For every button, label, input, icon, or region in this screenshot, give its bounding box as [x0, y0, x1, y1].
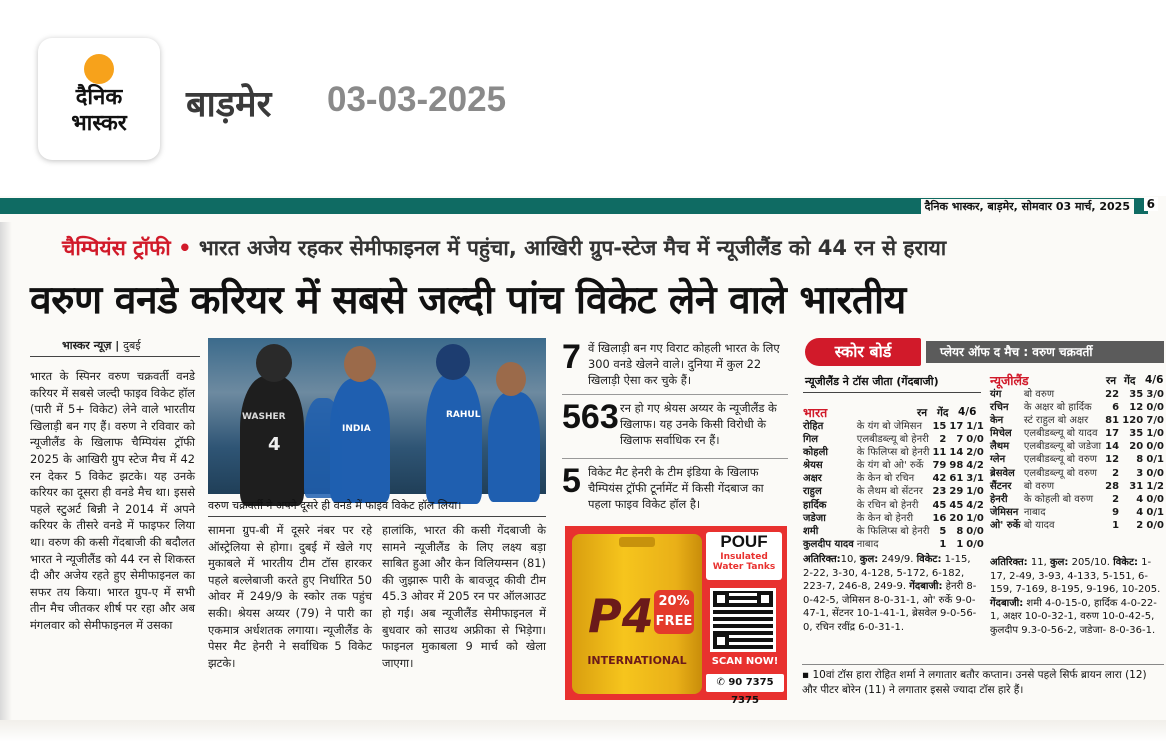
batter-name: मिचेल: [990, 428, 1012, 440]
runs: 9: [1112, 506, 1120, 518]
runs: 11: [932, 447, 947, 459]
boundaries: 3/1: [966, 473, 984, 485]
balls: 3: [1136, 467, 1144, 479]
article-column-2: सामना ग्रुप-बी में दूसरे नंबर पर रहे ऑस्ट्रेलिया से होगा। दुबई में खेले गए मुकाबले में भारतीय टीम टॉस हारकर पहले बल्लेबाजी करते हुए निर्धारित 50 ओवर में 249/9 के स्कोर तक पहुंच सकी। श्रेयस अय्यर (79) ने पारी का एकमात्र अर्धशतक लगाया। न्यूजीलैंड के पेसर मैट हेनरी ने सर्वाधिक 5 विकेट झटके।: [208, 523, 372, 670]
boundaries: 1/0: [966, 486, 984, 498]
pouf-brand: POUF: [720, 532, 768, 551]
boundaries: 1/2: [1146, 480, 1164, 492]
boundaries: 0/0: [1146, 441, 1164, 453]
page-fold-shadow: [0, 222, 12, 732]
discount-percent: 20%: [658, 594, 690, 609]
balls: 7: [956, 434, 964, 446]
fow-label: विकेट:: [916, 554, 942, 565]
balls: 35: [1129, 428, 1144, 440]
dismissal: के अक्षर बो हार्दिक: [1023, 402, 1092, 414]
balls: 98: [949, 460, 964, 472]
phone-icon: ✆: [716, 677, 729, 688]
table-row: [990, 519, 1164, 532]
discount-free: FREE: [655, 614, 693, 629]
qr-finder: [713, 591, 729, 607]
boundaries: 0/1: [1146, 454, 1164, 466]
table-row: [803, 446, 984, 459]
water-tank-advertisement[interactable]: [565, 526, 787, 706]
nz-extras: [990, 556, 1164, 638]
batter-name: लैथम: [990, 441, 1010, 453]
boundaries: 0/0: [1146, 402, 1164, 414]
table-row: [803, 538, 984, 551]
dismissal: एलबीडब्ल्यू बो यादव: [1023, 428, 1098, 440]
batter-name: यंग: [990, 389, 1002, 400]
runs: 1: [1112, 519, 1120, 531]
fow-value: 1-17, 2-49, 3-93, 4-133, 5-151, 6-159, 7-169, 8-195, 9-196, 10-205.: [990, 557, 1161, 596]
scan-now-label: SCAN NOW!: [711, 656, 779, 667]
masthead-dateline: दैनिक भास्कर, बाड़मेर, सोमवार 03 मार्च, 2025: [921, 199, 1134, 214]
balls: 20: [1129, 441, 1144, 453]
runs: 22: [1105, 389, 1120, 400]
runs: 2: [939, 434, 947, 446]
boundaries: 0/0: [966, 538, 984, 550]
dismissal: के केन बो रचिन: [856, 473, 915, 485]
table-row: [990, 467, 1164, 480]
headline: वरुण वनडे करियर में सबसे जल्दी पांच विकेट लेने वाले भारतीय: [30, 278, 906, 323]
boundaries: 3/0: [1146, 389, 1164, 400]
toss-rule: [803, 392, 981, 393]
boundaries: 1/0: [1146, 428, 1164, 440]
boundaries: 0/1: [1146, 506, 1164, 518]
dismissal: के फिलिप्स बो हेनरी: [856, 525, 930, 537]
cap-icon: [436, 344, 470, 380]
runs: 79: [932, 460, 947, 472]
page-number: 6: [1144, 197, 1158, 211]
boundaries: 7/0: [1146, 415, 1164, 427]
runs: 1: [939, 538, 947, 550]
dismissal: के रचिन बो हेनरी: [856, 499, 919, 511]
table-row: [990, 453, 1164, 466]
stat-text: विकेट मैट हेनरी के टीम इंडिया के खिलाफ चैम्पियंस ट्रॉफी टूर्नामेंट में किसी गेंदबाज का पहला फाइव विकेट हॉल है।: [588, 465, 764, 511]
balls: 12: [1129, 402, 1144, 414]
table-row: [803, 525, 984, 538]
balls: 14: [949, 447, 964, 459]
kicker-topic: चैम्पियंस ट्रॉफी: [62, 236, 171, 260]
batter-name: केन: [990, 415, 1004, 427]
table-row: [803, 485, 984, 498]
runs: 28: [1105, 480, 1120, 492]
discount-badge: [654, 590, 694, 634]
dismissal: के यंग बो जेमिसन: [856, 421, 923, 432]
runs: 81: [1105, 415, 1120, 427]
kicker-subhead: भारत अजेय रहकर सेमीफाइनल में पहुंचा, आखिरी ग्रुप-स्टेज मैच में न्यूजीलैंड को 44 रन से हराया: [198, 236, 947, 260]
stat-item: [562, 464, 788, 516]
fow-label: विकेट:: [1113, 557, 1138, 568]
jersey-text: INDIA: [342, 424, 371, 434]
kiwi-player-name: WASHER: [242, 412, 286, 422]
table-row: [990, 427, 1164, 440]
balls: 120: [1122, 415, 1144, 427]
batter-name: शमी: [803, 525, 819, 537]
dismissal: बो वरुण: [1023, 389, 1055, 400]
player-of-match: प्लेयर ऑफ द मैच : वरुण चक्रवर्ती: [926, 341, 1164, 363]
table-row: [990, 401, 1164, 414]
byline-rule: [30, 356, 200, 357]
runs: 23: [932, 486, 947, 498]
match-photo: [208, 338, 546, 494]
nz-team-label: न्यूजीलैंड: [990, 373, 1029, 388]
qr-code-icon[interactable]: [710, 588, 776, 652]
dismissal: के लैथम बो सेंटनर: [856, 486, 923, 498]
stat-text: रन हो गए श्रेयस अय्यर के न्यूजीलैंड के खिलाफ। यह उनके किसी विरोधी के खिलाफ सर्वाधिक रन हैं।: [620, 401, 777, 447]
table-row: [990, 480, 1164, 493]
teammate-head: [496, 362, 526, 396]
batter-name: रोहित: [803, 421, 824, 432]
phone-number: 90 7375 7375: [728, 677, 774, 706]
qr-finder: [713, 633, 729, 649]
kicker: [62, 234, 946, 262]
dismissal: के कोहली बो वरुण: [1023, 493, 1094, 505]
stat-item: [562, 340, 788, 392]
runs: 42: [932, 473, 947, 485]
boundaries: 1/0: [966, 512, 984, 524]
runs: 12: [1105, 454, 1120, 466]
dismissal: एलबीडब्ल्यू बो जडेजा: [1023, 441, 1102, 453]
batter-name: जडेजा: [803, 512, 826, 524]
toss-result: न्यूजीलैंड ने टॉस जीता (गेंदबाजी): [805, 375, 939, 388]
table-row: [803, 472, 984, 485]
india-batting-table: [803, 420, 984, 551]
india-team-label: भारत: [803, 405, 828, 420]
batter-name: हार्दिक: [803, 499, 827, 511]
table-row: [803, 499, 984, 512]
balls: 45: [949, 499, 964, 511]
total-value: 205/10.: [1068, 557, 1114, 568]
boundaries: 0/0: [966, 525, 984, 537]
bowling-label: गेंदबाजी:: [990, 597, 1024, 609]
batter-name: ओ' रुर्के: [990, 519, 1021, 531]
kiwi-player-number: 4: [268, 434, 281, 455]
dismissal: नाबाद: [856, 538, 879, 550]
balls: 31: [1129, 480, 1144, 492]
batter-name: गिल: [803, 434, 818, 446]
stat-divider: [562, 458, 788, 459]
brand-tag: INTERNATIONAL: [587, 654, 687, 667]
boundaries: 1/1: [966, 421, 984, 432]
toss-stat-note: ▪ 10वां टॉस हारा रोहित शर्मा ने लगातार बतौर कप्तान। उनसे पहले सिर्फ ब्रायन लारा (12) और पीटर बोरेन (11) ने लगातार इससे ज्यादा टॉस हारे हैं।: [802, 669, 1147, 696]
bowling-value: हेनरी 8-0-42-5, जेमिसन 8-0-31-1, ओ' रुर्के 9-0-47-1, सेंटनर 10-1-41-1, ब्रेसवेल 9-0-56-0, रचिन रवींद्र 6-0-31-1.: [803, 581, 977, 633]
total-label: कुल:: [1049, 557, 1069, 568]
table-row: [990, 506, 1164, 519]
batter-name: अक्षर: [803, 473, 822, 485]
batter-name: जेमिसन: [990, 506, 1019, 518]
batter-name: सैंटनर: [990, 480, 1012, 492]
fow-value: 1-15, 2-22, 3-30, 4-128, 5-172, 6-182, 223-7, 246-8, 249-9.: [803, 554, 971, 593]
runs-header: रन: [917, 407, 928, 419]
total-label: कुल:: [859, 554, 879, 565]
balls: 20: [949, 512, 964, 524]
runs-header: रन: [1106, 375, 1117, 387]
byline: भास्कर न्यूज़ | दुबई: [62, 339, 141, 352]
table-row: [803, 420, 984, 433]
rahul-figure: [426, 374, 482, 504]
dismissal: एलबीडब्ल्यू बो वरुण: [1023, 454, 1098, 466]
batter-name: कोहली: [803, 447, 828, 459]
next-page-edge: [0, 720, 1166, 742]
byline-source: भास्कर न्यूज़: [62, 339, 112, 352]
runs: 6: [1112, 402, 1120, 414]
bullet-icon: •: [178, 236, 192, 260]
logo-line-2: भास्कर: [71, 111, 127, 136]
extras-value: 10,: [840, 554, 860, 565]
stat-divider: [562, 394, 788, 395]
article-column-1: भारत के स्पिनर वरुण चक्रवर्ती वनडे करियर में सबसे जल्दी फाइव विकेट हॉल (पारी में 5+ विकेट) लेने वाले भारतीय खिलाड़ी बन गए हैं। वरुण ने रविवार को न्यूजीलैंड के खिलाफ चैम्पियंस ट्रॉफी 2025 के आखिरी ग्रुप स्टेज मैच में 42 रन देकर 5 विकेट झटके। यह उनके करियर का दूसरा ही वनडे मैच था। इससे पहले स्टुअर्ट बिन्नी ने 2014 में अपने करियर के तीसरे वनडे में फाइफर लिया था। वरुण की कसी गेंदबाजी की बदौलत भारत ने न्यूजीलैंड को 44 रन से शिकस्त दी और अजेय रहते हुए सेमीफाइनल का सफर तय किया। भारत ग्रुप-ए में सभी तीन मैच जीतकर शीर्ष पर रहा और अब मंगलवार को सेमीफाइनल में उसका: [30, 369, 195, 632]
pouf-subtitle: Insulated Water Tanks: [712, 552, 776, 572]
stat-item: [562, 400, 788, 452]
dismissal: बो वरुण: [1023, 480, 1055, 492]
runs: 17: [1105, 428, 1120, 440]
note-rule: [802, 664, 1164, 665]
balls-header: गेंद: [937, 407, 949, 419]
india-extras: [803, 553, 981, 635]
dainik-bhaskar-logo[interactable]: [38, 38, 160, 160]
balls: 29: [949, 486, 964, 498]
nz-batting-table: [990, 388, 1164, 532]
table-row: [990, 388, 1164, 401]
water-tank-image: [572, 534, 702, 694]
background-player: [304, 398, 342, 498]
runs: 45: [932, 499, 947, 511]
table-row: [990, 493, 1164, 506]
edition-date: 03-03-2025: [327, 80, 507, 119]
helmet-icon: [256, 344, 292, 382]
scoreboard-title: स्कोर बोर्ड: [805, 338, 921, 366]
balls: 35: [1129, 389, 1144, 400]
brand-mark: P4: [588, 589, 654, 643]
pouf-logo: [706, 532, 782, 580]
boundaries-header: 4/6: [958, 406, 977, 418]
dismissal: के केन बो हेनरी: [856, 512, 914, 524]
stat-number: 5: [562, 462, 581, 500]
teammate-figure: [488, 392, 540, 502]
batter-name: रचिन: [990, 402, 1009, 414]
edition-city: बाड़मेर: [186, 84, 272, 125]
balls: 4: [1136, 506, 1144, 518]
boundaries: 0/0: [1146, 493, 1164, 505]
extras-label: अतिरिक्त:: [990, 557, 1028, 568]
photo-caption: वरुण चक्रवर्ती ने अपने दूसरे ही वनडे में फाइव विकेट हॉल लिया।: [208, 499, 462, 512]
balls: 8: [1136, 454, 1144, 466]
runs: 14: [1105, 441, 1120, 453]
batter-name: ब्रेसवेल: [990, 467, 1015, 479]
balls: 8: [956, 525, 964, 537]
newspaper-page[interactable]: [0, 196, 1166, 742]
rahul-shirt-name: RAHUL: [446, 410, 481, 420]
runs: 2: [1112, 467, 1120, 479]
stat-text: वें खिलाड़ी बन गए विराट कोहली भारत के लिए 300 वनडे खेलने वाले। दुनिया में कुल 22 खिलाड़ी ऐसा कर चुके हैं।: [588, 341, 780, 387]
boundaries-header: 4/6: [1145, 374, 1164, 386]
player-head: [344, 346, 376, 382]
balls-header: गेंद: [1124, 375, 1136, 387]
dismissal: बो यादव: [1023, 519, 1055, 531]
balls: 2: [1136, 519, 1144, 531]
dismissal: के फिलिप्स बो हेनरी: [856, 447, 930, 459]
extras-label: अतिरिक्त:: [803, 554, 841, 565]
bowling-label: गेंदबाजी:: [909, 581, 943, 593]
dismissal: के यंग बो ओ' रुर्के: [856, 460, 924, 472]
ad-phone-number: [706, 674, 784, 706]
boundaries: 0/0: [1146, 467, 1164, 479]
balls: 1: [956, 538, 964, 550]
balls: 4: [1136, 493, 1144, 505]
total-value: 249/9.: [878, 554, 917, 565]
dismissal: नाबाद: [1023, 506, 1046, 518]
runs: 16: [932, 512, 947, 524]
dismissal: एलबीडब्ल्यू बो हेनरी: [856, 434, 929, 446]
boundaries: 4/2: [966, 460, 984, 472]
tank-lid: [619, 537, 655, 547]
batter-name: कुलदीप यादव: [803, 538, 854, 550]
bowling-value: शमी 4-0-15-0, हार्दिक 4-0-22-1, अक्षर 10-0-32-1, वरुण 10-0-42-5, कुलदीप 9.3-0-56-2, जडेजा- 8-0-36-1.: [990, 597, 1157, 636]
balls: 61: [949, 473, 964, 485]
stat-number: 563: [562, 398, 619, 436]
table-row: [990, 440, 1164, 453]
boundaries: 2/0: [966, 447, 984, 459]
table-row: [803, 433, 984, 446]
logo-line-1: दैनिक: [75, 85, 123, 110]
runs: 15: [932, 421, 947, 432]
stat-number: 7: [562, 338, 581, 376]
article-column-3: हालांकि, भारत की कसी गेंदबाजी के सामने न्यूजीलैंड के लिए लक्ष्य बड़ा साबित हुआ और केन विलियम्सन (81) की जुझारू पारी के बावजूद कीवी टीम 45.3 ओवर में 205 रन पर ऑलआउट हो गई। अब न्यूजीलैंड सेमीफाइनल में बुधवार को साउथ अफ्रीका से भिड़ेगा। फाइनल मुकाबला 9 मार्च को खेला जाएगा।: [382, 523, 546, 670]
byline-place: दुबई: [123, 339, 141, 352]
dismissal: स्टं राहुल बो अक्षर: [1023, 415, 1089, 427]
caption-rule: [208, 516, 546, 517]
app-header: [0, 0, 1166, 196]
batter-name: ग्लेन: [990, 454, 1006, 466]
extras-value: 11,: [1027, 557, 1050, 568]
table-row: [803, 459, 984, 472]
table-row: [803, 512, 984, 525]
batter-name: राहुल: [803, 486, 822, 498]
boundaries: 0/0: [1146, 519, 1164, 531]
runs: 5: [939, 525, 947, 537]
qr-finder: [757, 591, 773, 607]
dismissal: एलबीडब्ल्यू बो वरुण: [1023, 467, 1098, 479]
table-row: [990, 414, 1164, 427]
batter-name: श्रेयस: [803, 460, 823, 472]
batter-name: हेनरी: [990, 493, 1008, 505]
boundaries: 0/0: [966, 434, 984, 446]
balls: 17: [949, 421, 964, 432]
boundaries: 4/2: [966, 499, 984, 511]
sun-icon: [84, 54, 114, 84]
runs: 2: [1112, 493, 1120, 505]
